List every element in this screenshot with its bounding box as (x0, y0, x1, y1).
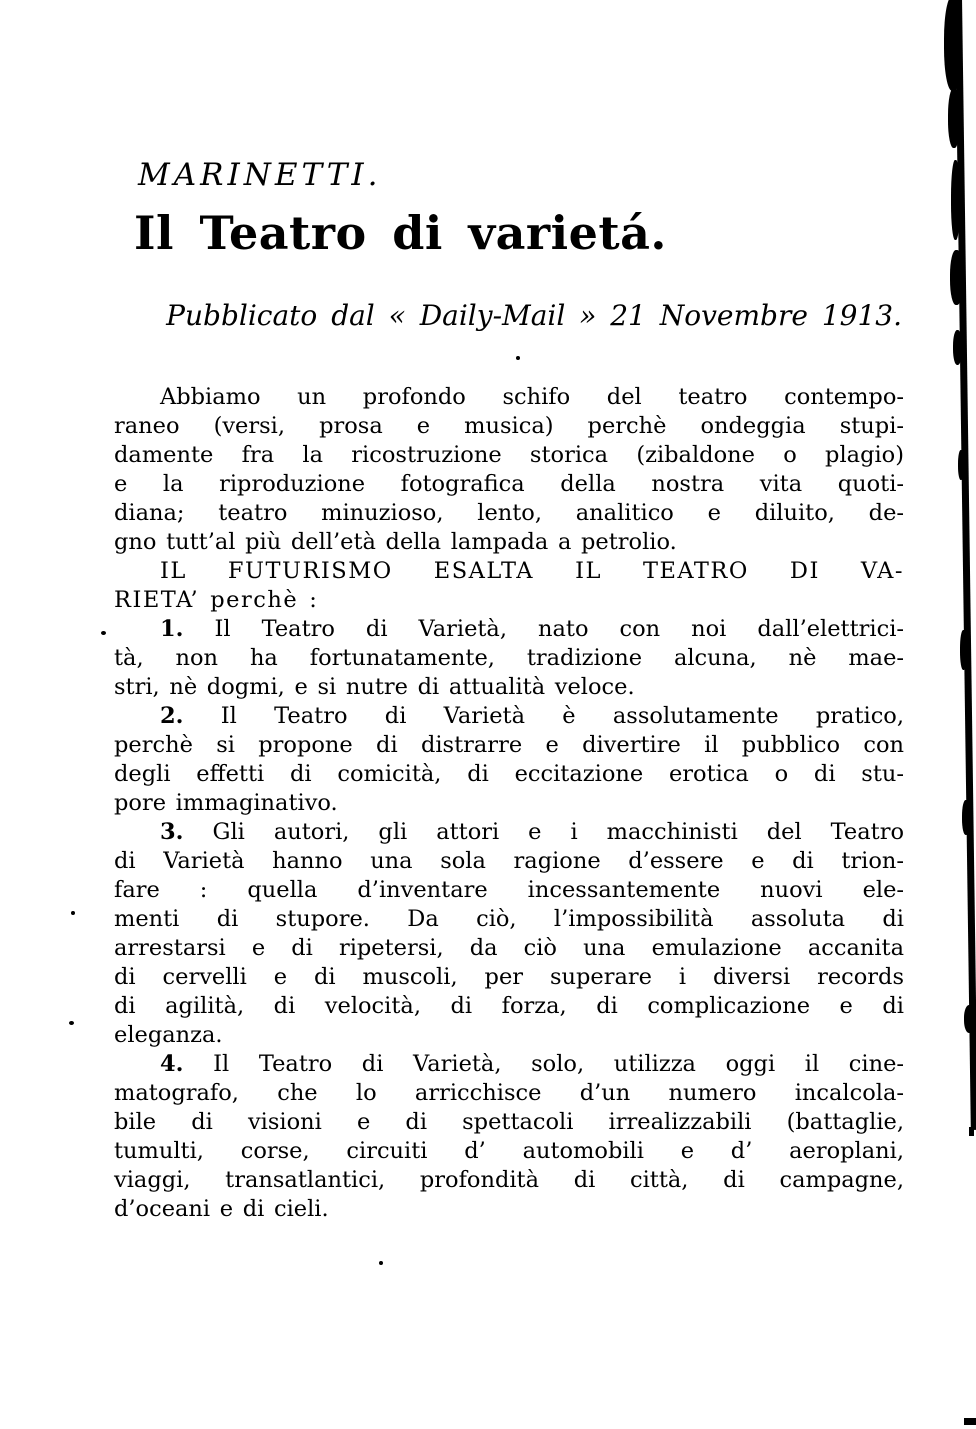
text-line: RIETA’ perchè : (114, 587, 319, 613)
text-line: IL FUTURISMO ESALTA IL TEATRO DI VA- (160, 558, 904, 584)
manifesto-item (114, 1050, 904, 1224)
paragraph (114, 383, 904, 557)
section-heading (114, 557, 904, 615)
text-line: fare : quella d’inventare incessantemente nuovi ele- (114, 877, 904, 903)
ink-dot (969, 1127, 974, 1136)
text-line: pore immaginativo. (114, 790, 338, 816)
text-line: di cervelli e di muscoli, per superare i diversi records (114, 964, 904, 990)
text-line: bile di visioni e di spettacoli irrealizzabili (battaglie, (114, 1109, 904, 1135)
ink-smudge (958, 450, 964, 480)
text-line: 2. Il Teatro di Varietà è assolutamente pratico, (160, 703, 904, 729)
item-number: 2. (160, 703, 184, 729)
ink-smudge (964, 1005, 975, 1033)
body-text (114, 383, 904, 1224)
manifesto-item (114, 702, 904, 818)
text-line: tumulti, corse, circuiti d’ automobili e d’ aeroplani, (114, 1138, 904, 1164)
speck (379, 1261, 383, 1265)
text-line: gno tutt’al più dell’età della lampada a petrolio. (114, 529, 677, 555)
ink-smudge (960, 630, 967, 670)
text-line: stri, nè dogmi, e si nutre di attualità veloce. (114, 674, 635, 700)
edge-dash (964, 1418, 976, 1425)
text-line: Abbiamo un profondo schifo del teatro contempo- (160, 384, 904, 410)
text-line: 1. Il Teatro di Varietà, nato con noi dall’elettrici- (160, 616, 904, 642)
item-number: 1. (160, 616, 184, 642)
text-line: viaggi, transatlantici, profondità di città, di campagne, (114, 1167, 904, 1193)
speck (71, 911, 75, 915)
ink-smudge (951, 160, 960, 240)
text-line: 4. Il Teatro di Varietà, solo, utilizza oggi il cine- (160, 1051, 904, 1077)
ink-smudge (944, 0, 962, 91)
text-line: diana; teatro minuzioso, lento, analitico e diluito, de- (114, 500, 904, 526)
manifesto-item (114, 615, 904, 702)
text-line: perchè si propone di distrarre e divertire il pubblico con (114, 732, 904, 758)
publication-note: Pubblicato dal « Daily-Mail » 21 Novembre 1913. (166, 299, 902, 332)
author-heading: MARINETTI. (138, 157, 382, 193)
text-line: 3. Gli autori, gli attori e i macchinisti del Teatro (160, 819, 904, 845)
ink-smudge (948, 88, 960, 148)
text-line: d’oceani e di cieli. (114, 1196, 329, 1222)
text-line: e la riproduzione fotografica della nostra vita quoti- (114, 471, 904, 497)
item-number: 4. (160, 1051, 184, 1077)
text-line: raneo (versi, prosa e musica) perchè ondeggia stupi- (114, 413, 904, 439)
text-line: matografo, che lo arricchisce d’un numero incalcola- (114, 1080, 904, 1106)
speck (101, 631, 106, 635)
text-line: di Varietà hanno una sola ragione d’essere e di trion- (114, 848, 904, 874)
text-line: di agilità, di velocità, di forza, di complicazione e di (114, 993, 904, 1019)
item-number: 3. (160, 819, 184, 845)
manifesto-item (114, 818, 904, 1050)
ink-smudge (950, 250, 963, 305)
text-line: arrestarsi e di ripetersi, da ciò una emulazione accanita (114, 935, 904, 961)
text-line: menti di stupore. Da ciò, l’impossibilità assoluta di (114, 906, 904, 932)
text-line: degli effetti di comicità, di eccitazione erotica o di stu- (114, 761, 904, 787)
text-line: damente fra la ricostruzione storica (zibaldone o plagio) (114, 442, 904, 468)
speck (516, 356, 520, 360)
speck (69, 1021, 74, 1025)
text-line: tà, non ha fortunatamente, tradizione alcuna, nè mae- (114, 645, 904, 671)
ink-smudge (953, 330, 962, 365)
text-line: eleganza. (114, 1022, 223, 1048)
page-title: Il Teatro di varietá. (134, 206, 667, 260)
ink-smudge (962, 800, 970, 835)
